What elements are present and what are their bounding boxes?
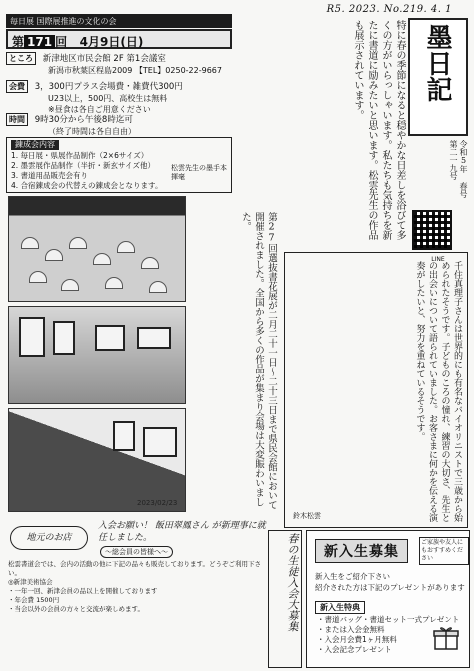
essay-signature: 鈴木松雲 xyxy=(293,512,321,520)
recruit-line-1: 新入生をご紹介下さい xyxy=(315,572,390,581)
masthead-sub-1: 令和5年 xyxy=(459,140,468,173)
frame-icon xyxy=(95,325,125,351)
essay-text: 千住真理子さんは世界的にも有名なバイオリニストで三歳から始められたそうです。子どものころの憧れ、練習の大切さ、先生との出会いについて語られていました。お客さまに何かを伝える演奏がしたいと、努力を重ねているそうです。 xyxy=(414,261,462,522)
time-label: 時間 xyxy=(6,113,28,126)
meeting-place xyxy=(6,52,232,76)
practice-box xyxy=(6,137,232,193)
meeting-title-prefix: 第 xyxy=(12,35,25,49)
photo-fan-display xyxy=(8,196,186,302)
essay-box xyxy=(284,252,468,528)
practice-item: 3. 書道用品販売会有り xyxy=(11,171,89,180)
issue-date: R5. 2023. No.219. 4. 1 xyxy=(326,4,452,15)
masthead-sub-2: 春号 xyxy=(459,182,468,198)
notice-list xyxy=(8,578,266,614)
frame-icon xyxy=(113,421,135,451)
fee-label: 会費 xyxy=(6,80,28,93)
fan-icon xyxy=(93,253,111,265)
local-shop-stamp: 地元のお店 xyxy=(10,526,88,550)
bottom-message: 入会お願い！ 飯田翠鳳さん が新理事に就任しました。 xyxy=(98,521,266,543)
fan-icon xyxy=(105,277,123,289)
practice-item: 2. 墨雲展作品制作（半折・新玄サイズ他） xyxy=(11,161,155,170)
qr-code-icon[interactable] xyxy=(412,210,452,250)
place-line-1: 新津地区市民会館 2F 第1会議室 xyxy=(42,54,166,64)
meeting-title xyxy=(6,29,232,49)
exhibition-photos xyxy=(8,196,186,512)
frame-icon xyxy=(143,427,177,457)
meeting-header-strip: 毎日展 国際展推進の文化の会 xyxy=(6,14,232,28)
recruit-line-2: 紹介された方は下記のプレゼントがあります xyxy=(315,583,465,592)
photo-bamboo-arrangement xyxy=(8,408,186,512)
notice-text: 松雲書道会では、会内の活動の他に下記の品々も販売しております。どうぞご利用下さい。 xyxy=(8,560,261,577)
fan-icon xyxy=(21,237,39,249)
frame-icon xyxy=(19,317,45,357)
masthead xyxy=(408,18,468,136)
masthead-subtitle xyxy=(410,140,468,206)
qr-caption: LINE xyxy=(431,256,445,263)
masthead-sub-3: 第二一九号 xyxy=(449,140,458,180)
fee-line-1: 3，300円プラス会場費・雑費代300円 xyxy=(34,82,183,92)
perk-label: 新入生特典 xyxy=(315,601,365,614)
exhibition-text: 第27回選抜書花展が二月二十一日～二十三日まで県民会館において開催されました。全国から多くの作品が集まり会場は大変賑わいました。 xyxy=(240,212,277,510)
practice-item: 1. 毎日展・県展作品制作（2×6サイズ） xyxy=(11,151,149,160)
frame-icon xyxy=(137,327,171,349)
fan-icon xyxy=(45,249,63,261)
frame-icon xyxy=(53,321,75,355)
place-label: ところ xyxy=(6,52,36,65)
intro-column: 特に春の季節になると穏やかな日差しを浴びて多くの方がいらっしゃいます。私たちも気持ちを新たに書道に励みたいと思います。松雲先生の作品も展示されています。 xyxy=(352,20,405,240)
fan-icon xyxy=(141,257,159,269)
time-line-2: （終了時間は各自自由） xyxy=(48,127,136,136)
fan-icon xyxy=(149,281,167,293)
gift-icon xyxy=(433,625,459,651)
notice-list-item: ・一年一回、新津会員の品以上を開催しております xyxy=(8,587,158,595)
meeting-title-suffix: 回 xyxy=(55,35,68,49)
fan-icon xyxy=(29,271,47,283)
practice-note: 松雲先生の墨手本揮毫 xyxy=(171,164,227,181)
meeting-time xyxy=(6,113,232,137)
place-line-2: 新潟市秋葉区程島2009 【TEL】0250-22-9667 xyxy=(48,66,222,75)
practice-item: 4. 合宿錬成会の代替えの錬成会となります。 xyxy=(11,181,163,190)
time-line-1: 9時30分から午後8時迄可 xyxy=(34,115,133,125)
photo-caption: 2023/02/23 xyxy=(137,499,178,507)
meeting-fee xyxy=(6,80,232,115)
fan-icon xyxy=(61,279,79,291)
meeting-date: 4月9日(日) xyxy=(79,35,144,49)
perk-item: ・または入会金無料 xyxy=(317,625,385,634)
notice-list-item: ・年会費 1500円 xyxy=(8,596,60,604)
perk-item: ・入会記念プレゼント xyxy=(317,645,392,654)
meeting-number: 171 xyxy=(24,35,55,49)
recruit-caption: ご家族や友人にもおすすめください xyxy=(419,537,469,565)
masthead-title: 墨日記 xyxy=(422,24,452,102)
recruit-title: 新入生募集 xyxy=(315,539,408,563)
fee-line-3: ※昼食は各自ご用意ください xyxy=(48,105,151,114)
practice-title: 錬成会内容 xyxy=(11,140,59,150)
fee-line-2: U23以上，500円、高校生は無料 xyxy=(48,94,168,103)
perk-item: ・入会月会費1ヶ月無料 xyxy=(317,635,397,644)
notice-list-item: ・当会以外の会員の方々と交流が楽しめます。 xyxy=(8,605,144,613)
photo-framed-works xyxy=(8,306,186,404)
spring-recruit-banner: 春の生徒入会大募集 xyxy=(268,530,302,668)
members-badge: 〜総会員の皆様へ〜 xyxy=(100,546,173,558)
fan-icon xyxy=(69,237,87,249)
fan-icon xyxy=(117,241,135,253)
notice-list-item: ◎新津美術協会 xyxy=(8,578,53,586)
perk-item: ・書道バッグ・書道セット一式プレゼント xyxy=(317,615,460,624)
recruit-box xyxy=(306,530,470,668)
